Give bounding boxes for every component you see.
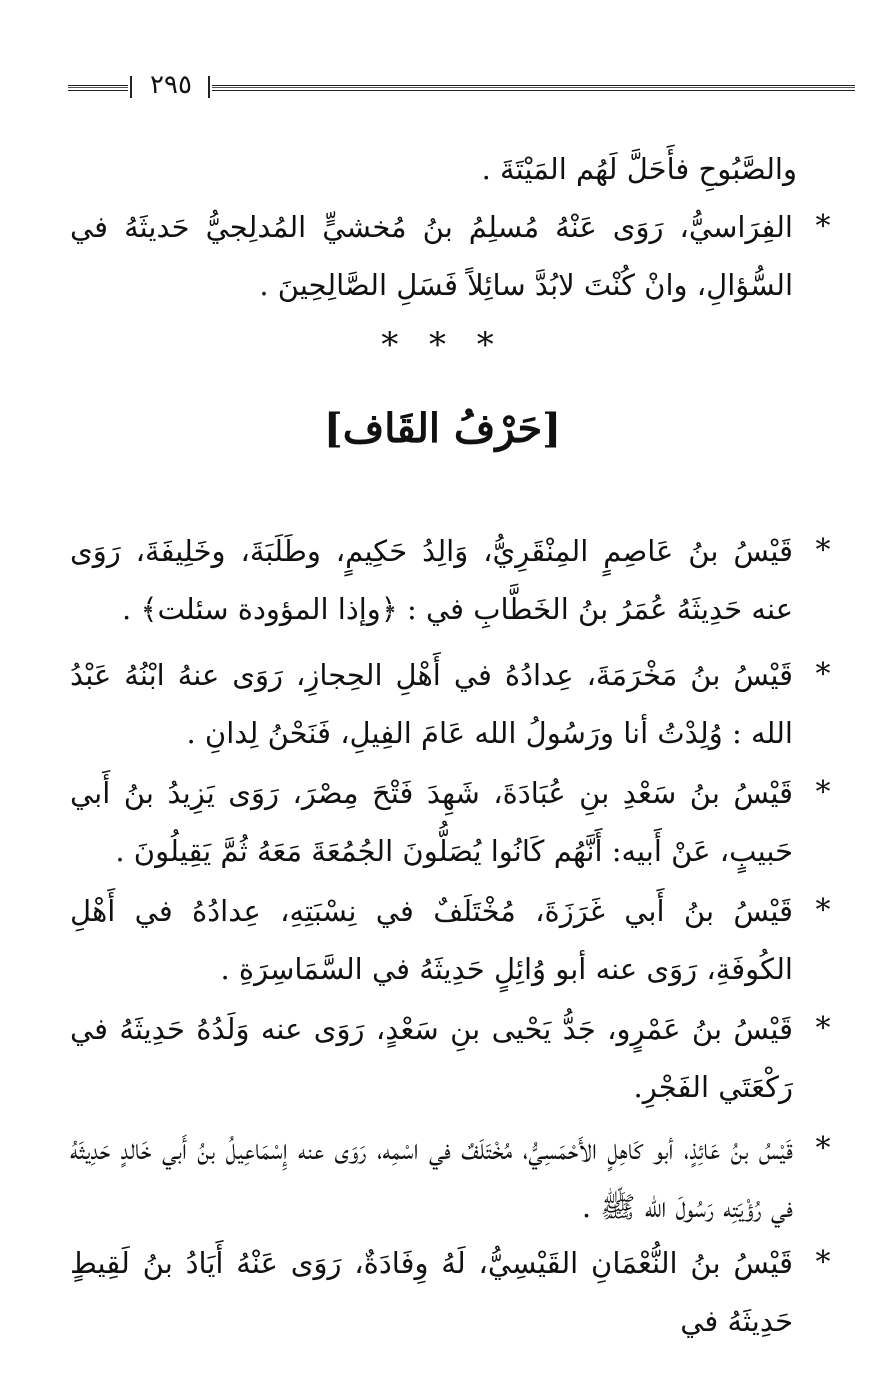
continuation-text: والصَّبُوحِ فأَحَلَّ لَهُم المَيْتَةَ . [481, 152, 797, 186]
entry-star: * [815, 657, 831, 692]
page-header [68, 72, 855, 106]
entry-text: قَيْسُ بنُ سَعْدِ بنِ عُبَادَةَ، شَهِدَ فَتْحَ مِصْرَ، رَوَى يَزِيدُ بنُ أَبي حَبيبٍ، عَنْ أَبيه: أَنَّهُم كَانُوا يُصَلُّونَ الجُمُعَةَ مَعَهُ ثُمَّ يَقِيلُونَ . [70, 776, 793, 868]
header-tick-right [208, 76, 210, 98]
entry-text: الفِرَاسيُّ، رَوَى عَنْهُ مُسلِمُ بنُ مُخشيٍّ المُدلِجيُّ حَديثَهُ في السُّؤالِ، وانْ كُنْتَ لابُدَّ سائِلاً فَسَلِ الصَّالِحِينَ . [70, 210, 793, 302]
list-item [70, 1234, 841, 1350]
entry-alfirasi [70, 198, 841, 314]
entry-star: * [815, 775, 831, 810]
page-number: ٢٩٥ [150, 70, 192, 100]
list-item [70, 646, 841, 762]
section-title: [حَرْفُ القَاف] [323, 405, 562, 452]
list-item [70, 764, 841, 880]
entry-text: قَيْسُ بنُ عَاصِمٍ المِنْقَرِيُّ، وَالِدُ حَكِيمٍ، وطَلَبَةَ، وخَلِيفَةَ، رَوَى عنه حَدِيثَهُ عُمَرُ بنُ الخَطَّابِ في : ﴿وإذا المؤودة سئلت﴾ . [70, 534, 793, 626]
entry-star: * [815, 533, 831, 568]
entry-star: * [815, 209, 831, 244]
entry-text: قَيْسُ بنُ عَائِذٍ، أبو كَاهِلٍ الأَحْمَسِيُّ، مُخْتَلَفٌ في اسْمِه، رَوَى عنه إِسْمَاعِيلُ بنُ أَبي خَالدٍ حَدِيثَهُ في رُؤْيَتِه رَسُولَ الله ﷺ . [70, 1132, 793, 1224]
list-item [70, 1000, 841, 1116]
entry-star: * [815, 1011, 831, 1046]
list-item [70, 1120, 841, 1236]
entry-text: قَيْسُ بنُ مَخْرَمَةَ، عِدادُهُ في أَهْلِ الحِجازِ، رَوَى عنهُ ابْنُهُ عَبْدُ الله : وُلِدْتُ أنا ورَسُولُ الله عَامَ الفِيلِ، فَنَحْنُ لِدانِ . [70, 658, 793, 750]
entry-star: * [815, 1131, 831, 1166]
entry-star: * [815, 1245, 831, 1280]
entry-text: قَيْسُ بنُ عَمْرٍو، جَدُّ يَحْيى بنِ سَعْدٍ، رَوَى عنه وَلَدُهُ حَدِيثَهُ في رَكْعَتَي الفَجْرِ. [70, 1012, 793, 1104]
list-item [70, 882, 841, 998]
header-tick-left [130, 76, 132, 98]
header-rule-left [68, 85, 128, 91]
entry-text: قَيْسُ بنُ النُّعْمَانِ القَيْسِيُّ، لَهُ وِفَادَةٌ، رَوَى عَنْهُ أَيَادُ بنُ لَقِيطٍ حَدِيثَهُ في [70, 1246, 793, 1338]
section-separator: * * * [381, 325, 504, 365]
entry-star: * [815, 893, 831, 928]
header-rule-right [212, 85, 855, 91]
list-item [70, 522, 841, 638]
entry-text: قَيْسُ بنُ أَبي غَرَزَةَ، مُخْتَلَفٌ في نِسْبَتِهِ، عِدادُهُ في أَهْلِ الكُوفَةِ، رَوَى عنه أبو وُائِلٍ حَدِيثَهُ في السَّمَاسِرَةِ . [70, 894, 793, 986]
